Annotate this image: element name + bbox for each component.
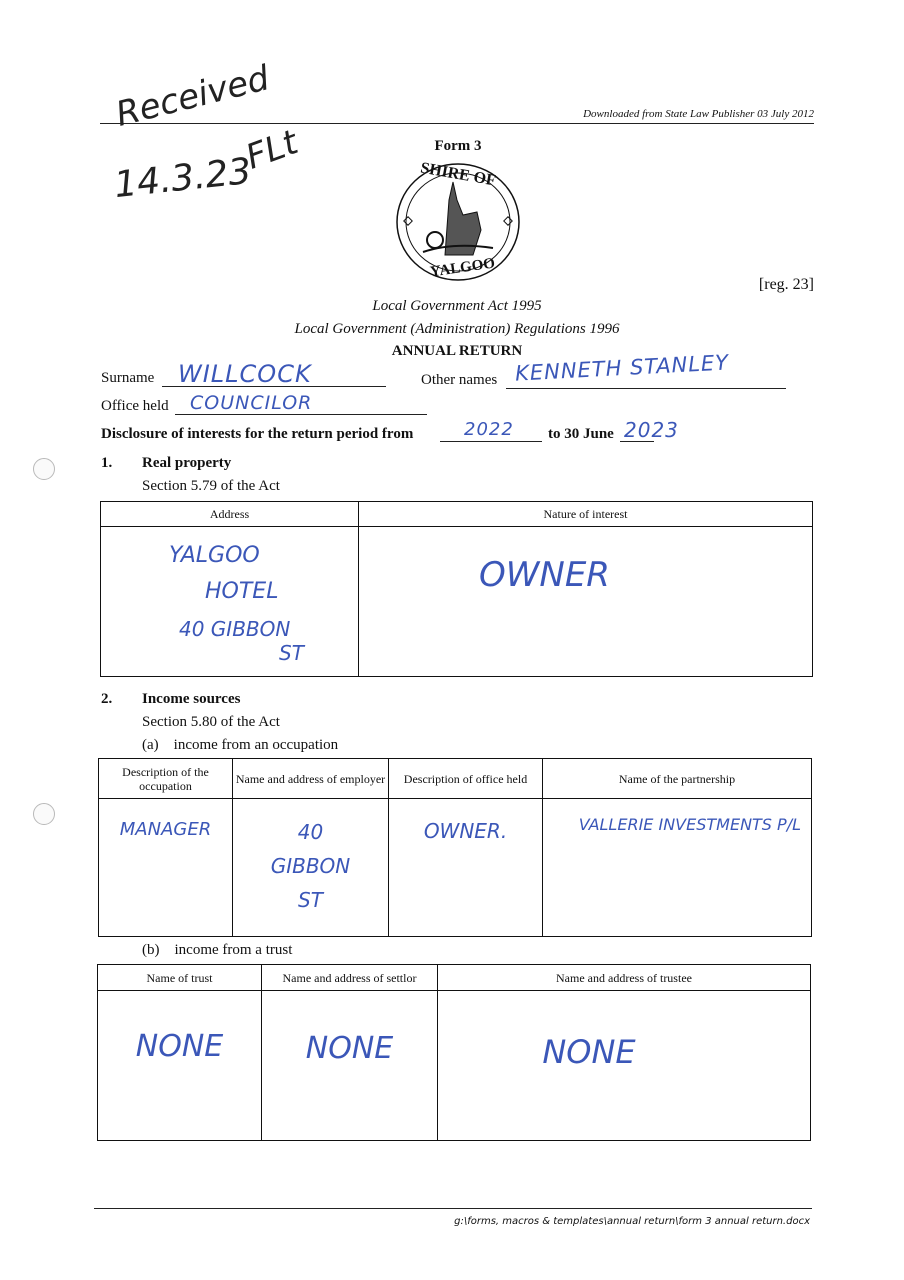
office-held-line [175, 414, 427, 415]
address-line: ST [279, 641, 304, 665]
other-names-value[interactable]: KENNETH STANLEY [514, 350, 730, 386]
surname-value[interactable]: WILLCOCK [178, 360, 312, 388]
punch-hole-top [33, 458, 55, 480]
header-rule [100, 123, 814, 124]
section1-number: 1. [101, 455, 113, 471]
address-line: HOTEL [205, 579, 279, 604]
employer-value: 40 GIBBON ST [270, 820, 351, 912]
other-names-line [506, 388, 786, 389]
subsection-a-label: (a) income from an occupation [142, 737, 339, 753]
address-cell[interactable] [101, 527, 359, 677]
subsection-b-label: (b) income from a trust [142, 942, 293, 958]
column-header: Description of office held [389, 759, 543, 799]
column-header: Name of the partnership [543, 759, 812, 799]
column-header: Description of the occupation [99, 759, 233, 799]
column-header: Name of trust [98, 965, 262, 991]
section2-title: Income sources [142, 691, 241, 707]
trust-name-cell[interactable] [98, 991, 262, 1141]
partnership-value: VALLERIE INVESTMENTS P/L [578, 815, 801, 834]
surname-label: Surname [101, 370, 155, 386]
section1-reference: Section 5.79 of the Act [142, 478, 280, 494]
received-initials: FLt [240, 122, 304, 178]
column-header: Name and address of employer [233, 759, 389, 799]
regulation-ref: [reg. 23] [758, 276, 814, 293]
act-title: Local Government Act 1995 [372, 298, 542, 314]
section2-number: 2. [101, 691, 113, 707]
settlor-value: NONE [305, 1031, 394, 1066]
trust-name-value: NONE [135, 1029, 224, 1064]
form-title: Form 3 [434, 138, 482, 154]
column-header: Address [101, 502, 359, 527]
download-note: Downloaded from State Law Publisher 03 July 2012 [583, 108, 814, 120]
address-line: YALGOO [169, 543, 260, 568]
seal-bottom-text: YALGOO [429, 255, 497, 281]
other-names-label: Other names [421, 372, 498, 388]
office-value: OWNER. [423, 819, 508, 843]
disclosure-label: Disclosure of interests for the return period from [101, 426, 414, 442]
period-from-line [440, 441, 542, 442]
occupation-value: MANAGER [119, 819, 212, 840]
period-from-value[interactable]: 2022 [464, 419, 514, 440]
column-header: Name and address of trustee [438, 965, 811, 991]
received-date: 14.3.23 [112, 150, 254, 207]
office-cell[interactable] [389, 799, 543, 937]
nature-of-interest-value: OWNER [479, 555, 610, 595]
seal-top-text: SHIRE OF [419, 159, 498, 190]
nature-of-interest-cell[interactable] [359, 527, 813, 677]
period-to-label: to 30 June [548, 426, 614, 442]
real-property-table [100, 501, 813, 677]
footer-file-path: g:\forms, macros & templates\annual return\form 3 annual return.docx [454, 1216, 810, 1227]
address-line: 40 GIBBON [179, 617, 291, 641]
occupation-income-table [98, 758, 812, 937]
received-stamp: Received [112, 58, 274, 135]
office-held-label: Office held [101, 398, 169, 414]
employer-cell[interactable] [233, 799, 389, 937]
period-to-line [620, 441, 654, 442]
section2-reference: Section 5.80 of the Act [142, 714, 280, 730]
trustee-cell[interactable] [438, 991, 811, 1141]
regulations-title: Local Government (Administration) Regulations 1996 [294, 321, 620, 337]
period-to-value[interactable]: 2023 [624, 418, 679, 442]
annual-return-title: ANNUAL RETURN [391, 343, 523, 359]
surname-line [162, 386, 386, 387]
column-header: Nature of interest [359, 502, 813, 527]
partnership-cell[interactable] [543, 799, 812, 937]
office-held-value[interactable]: COUNCILOR [190, 392, 313, 414]
section1-title: Real property [142, 455, 232, 471]
column-header: Name and address of settlor [262, 965, 438, 991]
settlor-cell[interactable] [262, 991, 438, 1141]
trust-income-table [97, 964, 811, 1141]
punch-hole-middle [33, 803, 55, 825]
trustee-value: NONE [542, 1033, 636, 1071]
occupation-cell[interactable] [99, 799, 233, 937]
footer-rule [94, 1208, 812, 1209]
